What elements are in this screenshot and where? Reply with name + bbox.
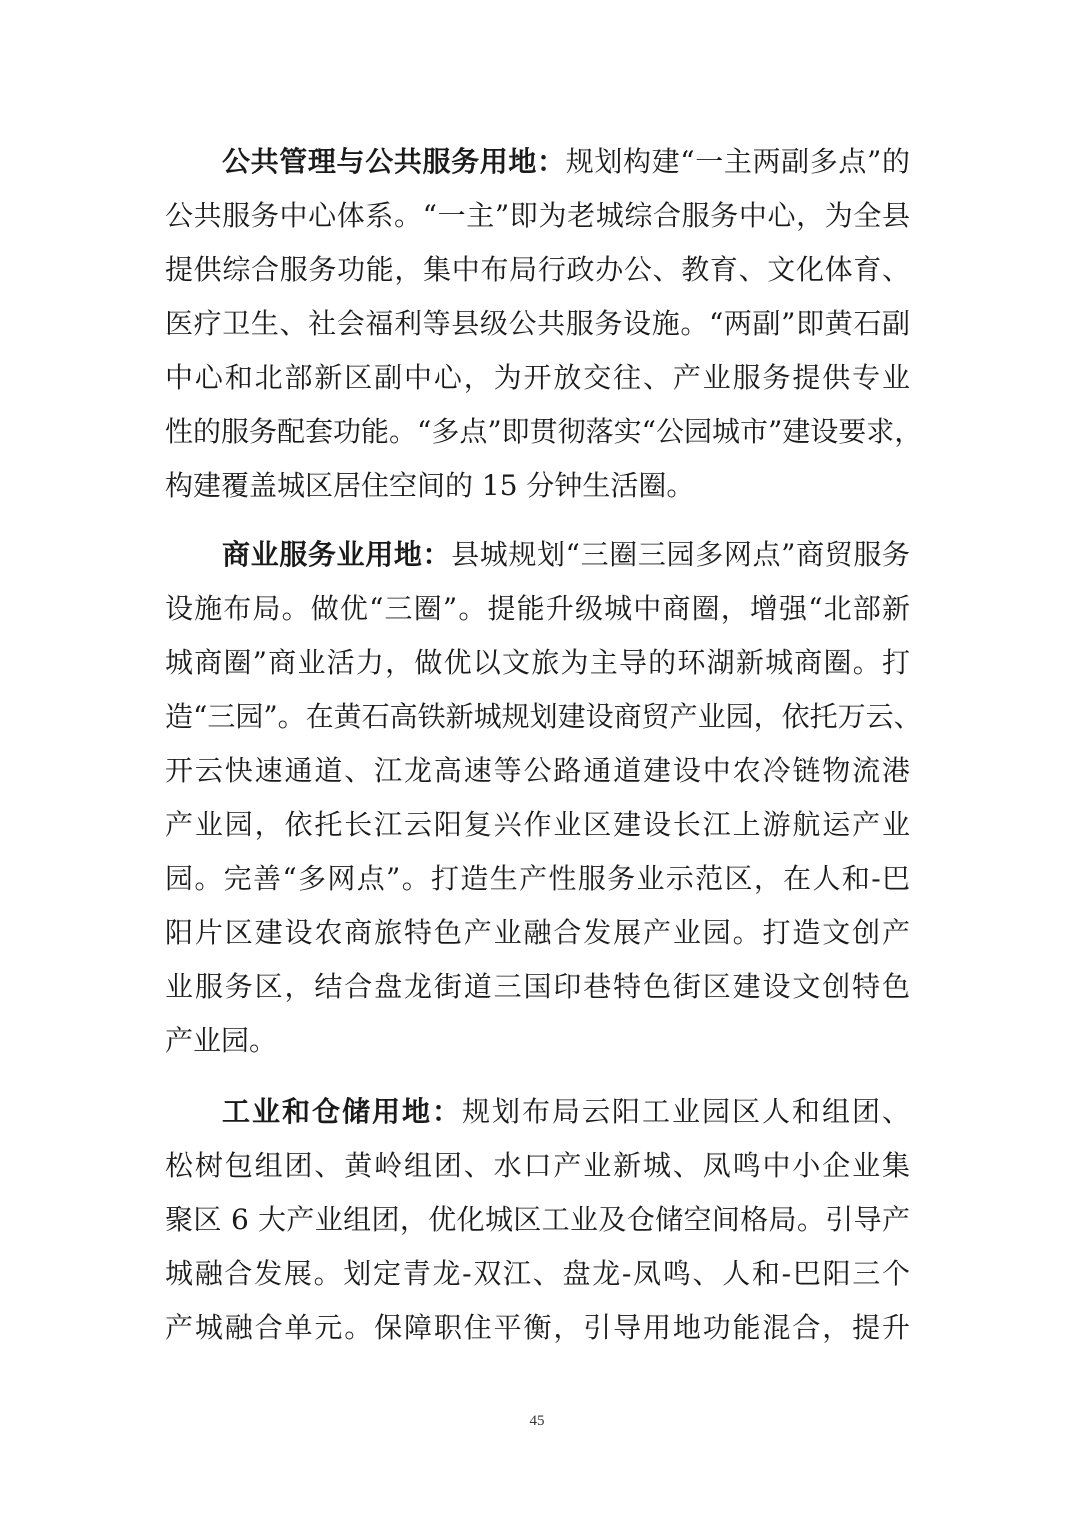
paragraph-line: 公共管理与公共服务用地：规划构建“一主两副多点”的 bbox=[222, 145, 910, 178]
paragraph-lead: 商业服务业用地： bbox=[222, 538, 452, 571]
paragraph-line: 园。完善“多网点”。打造生产性服务业示范区，在人和-巴 bbox=[165, 862, 910, 895]
paragraph-line: 中心和北部新区副中心，为开放交往、产业服务提供专业 bbox=[165, 361, 910, 394]
paragraph-line: 松树包组团、黄岭组团、水口产业新城、凤鸣中小企业集 bbox=[165, 1149, 910, 1182]
paragraph-line: 产城融合单元。保障职住平衡，引导用地功能混合，提升 bbox=[165, 1311, 910, 1344]
paragraph-line: 造“三园”。在黄石高铁新城规划建设商贸产业园，依托万云、 bbox=[165, 700, 922, 733]
paragraph-line: 设施布局。做优“三圈”。提能升级城中商圈，增强“北部新 bbox=[165, 592, 910, 625]
paragraph-line: 提供综合服务功能，集中布局行政办公、教育、文化体育、 bbox=[165, 253, 910, 286]
paragraph-line: 开云快速通道、江龙高速等公路通道建设中农冷链物流港 bbox=[165, 754, 910, 787]
paragraph-line: 产业园。 bbox=[165, 1024, 278, 1057]
paragraph-line: 城商圈”商业活力，做优以文旅为主导的环湖新城商圈。打 bbox=[165, 646, 910, 679]
paragraph-line: 工业和仓储用地：规划布局云阳工业园区人和组团、 bbox=[222, 1095, 910, 1128]
paragraph-line: 产业园，依托长江云阳复兴作业区建设长江上游航运产业 bbox=[165, 808, 910, 841]
paragraph-line: 医疗卫生、社会福利等县级公共服务设施。“两副”即黄石副 bbox=[165, 307, 910, 340]
paragraph-lead: 工业和仓储用地： bbox=[222, 1095, 462, 1128]
paragraph-line: 公共服务中心体系。“一主”即为老城综合服务中心，为全县 bbox=[165, 199, 910, 232]
paragraph-line: 商业服务业用地：县城规划“三圈三园多网点”商贸服务 bbox=[222, 538, 910, 571]
paragraph-industrial-storage bbox=[165, 1085, 910, 1355]
paragraph-commercial-services bbox=[165, 528, 922, 1068]
paragraph-public-services bbox=[165, 135, 923, 513]
paragraph-line: 性的服务配套功能。“多点”即贯彻落实“公园城市”建设要求， bbox=[165, 415, 923, 448]
page-number: 45 bbox=[529, 1413, 545, 1429]
paragraph-line: 业服务区，结合盘龙街道三国印巷特色街区建设文创特色 bbox=[165, 970, 910, 1003]
paragraph-line: 聚区 6 大产业组团，优化城区工业及仓储空间格局。引导产 bbox=[165, 1203, 910, 1236]
paragraph-line: 阳片区建设农商旅特色产业融合发展产业园。打造文创产 bbox=[165, 916, 910, 949]
paragraph-line: 构建覆盖城区居住空间的 15 分钟生活圈。 bbox=[165, 469, 695, 502]
paragraph-lead: 公共管理与公共服务用地： bbox=[222, 145, 566, 178]
paragraph-line: 城融合发展。划定青龙-双江、盘龙-凤鸣、人和-巴阳三个 bbox=[165, 1257, 910, 1290]
